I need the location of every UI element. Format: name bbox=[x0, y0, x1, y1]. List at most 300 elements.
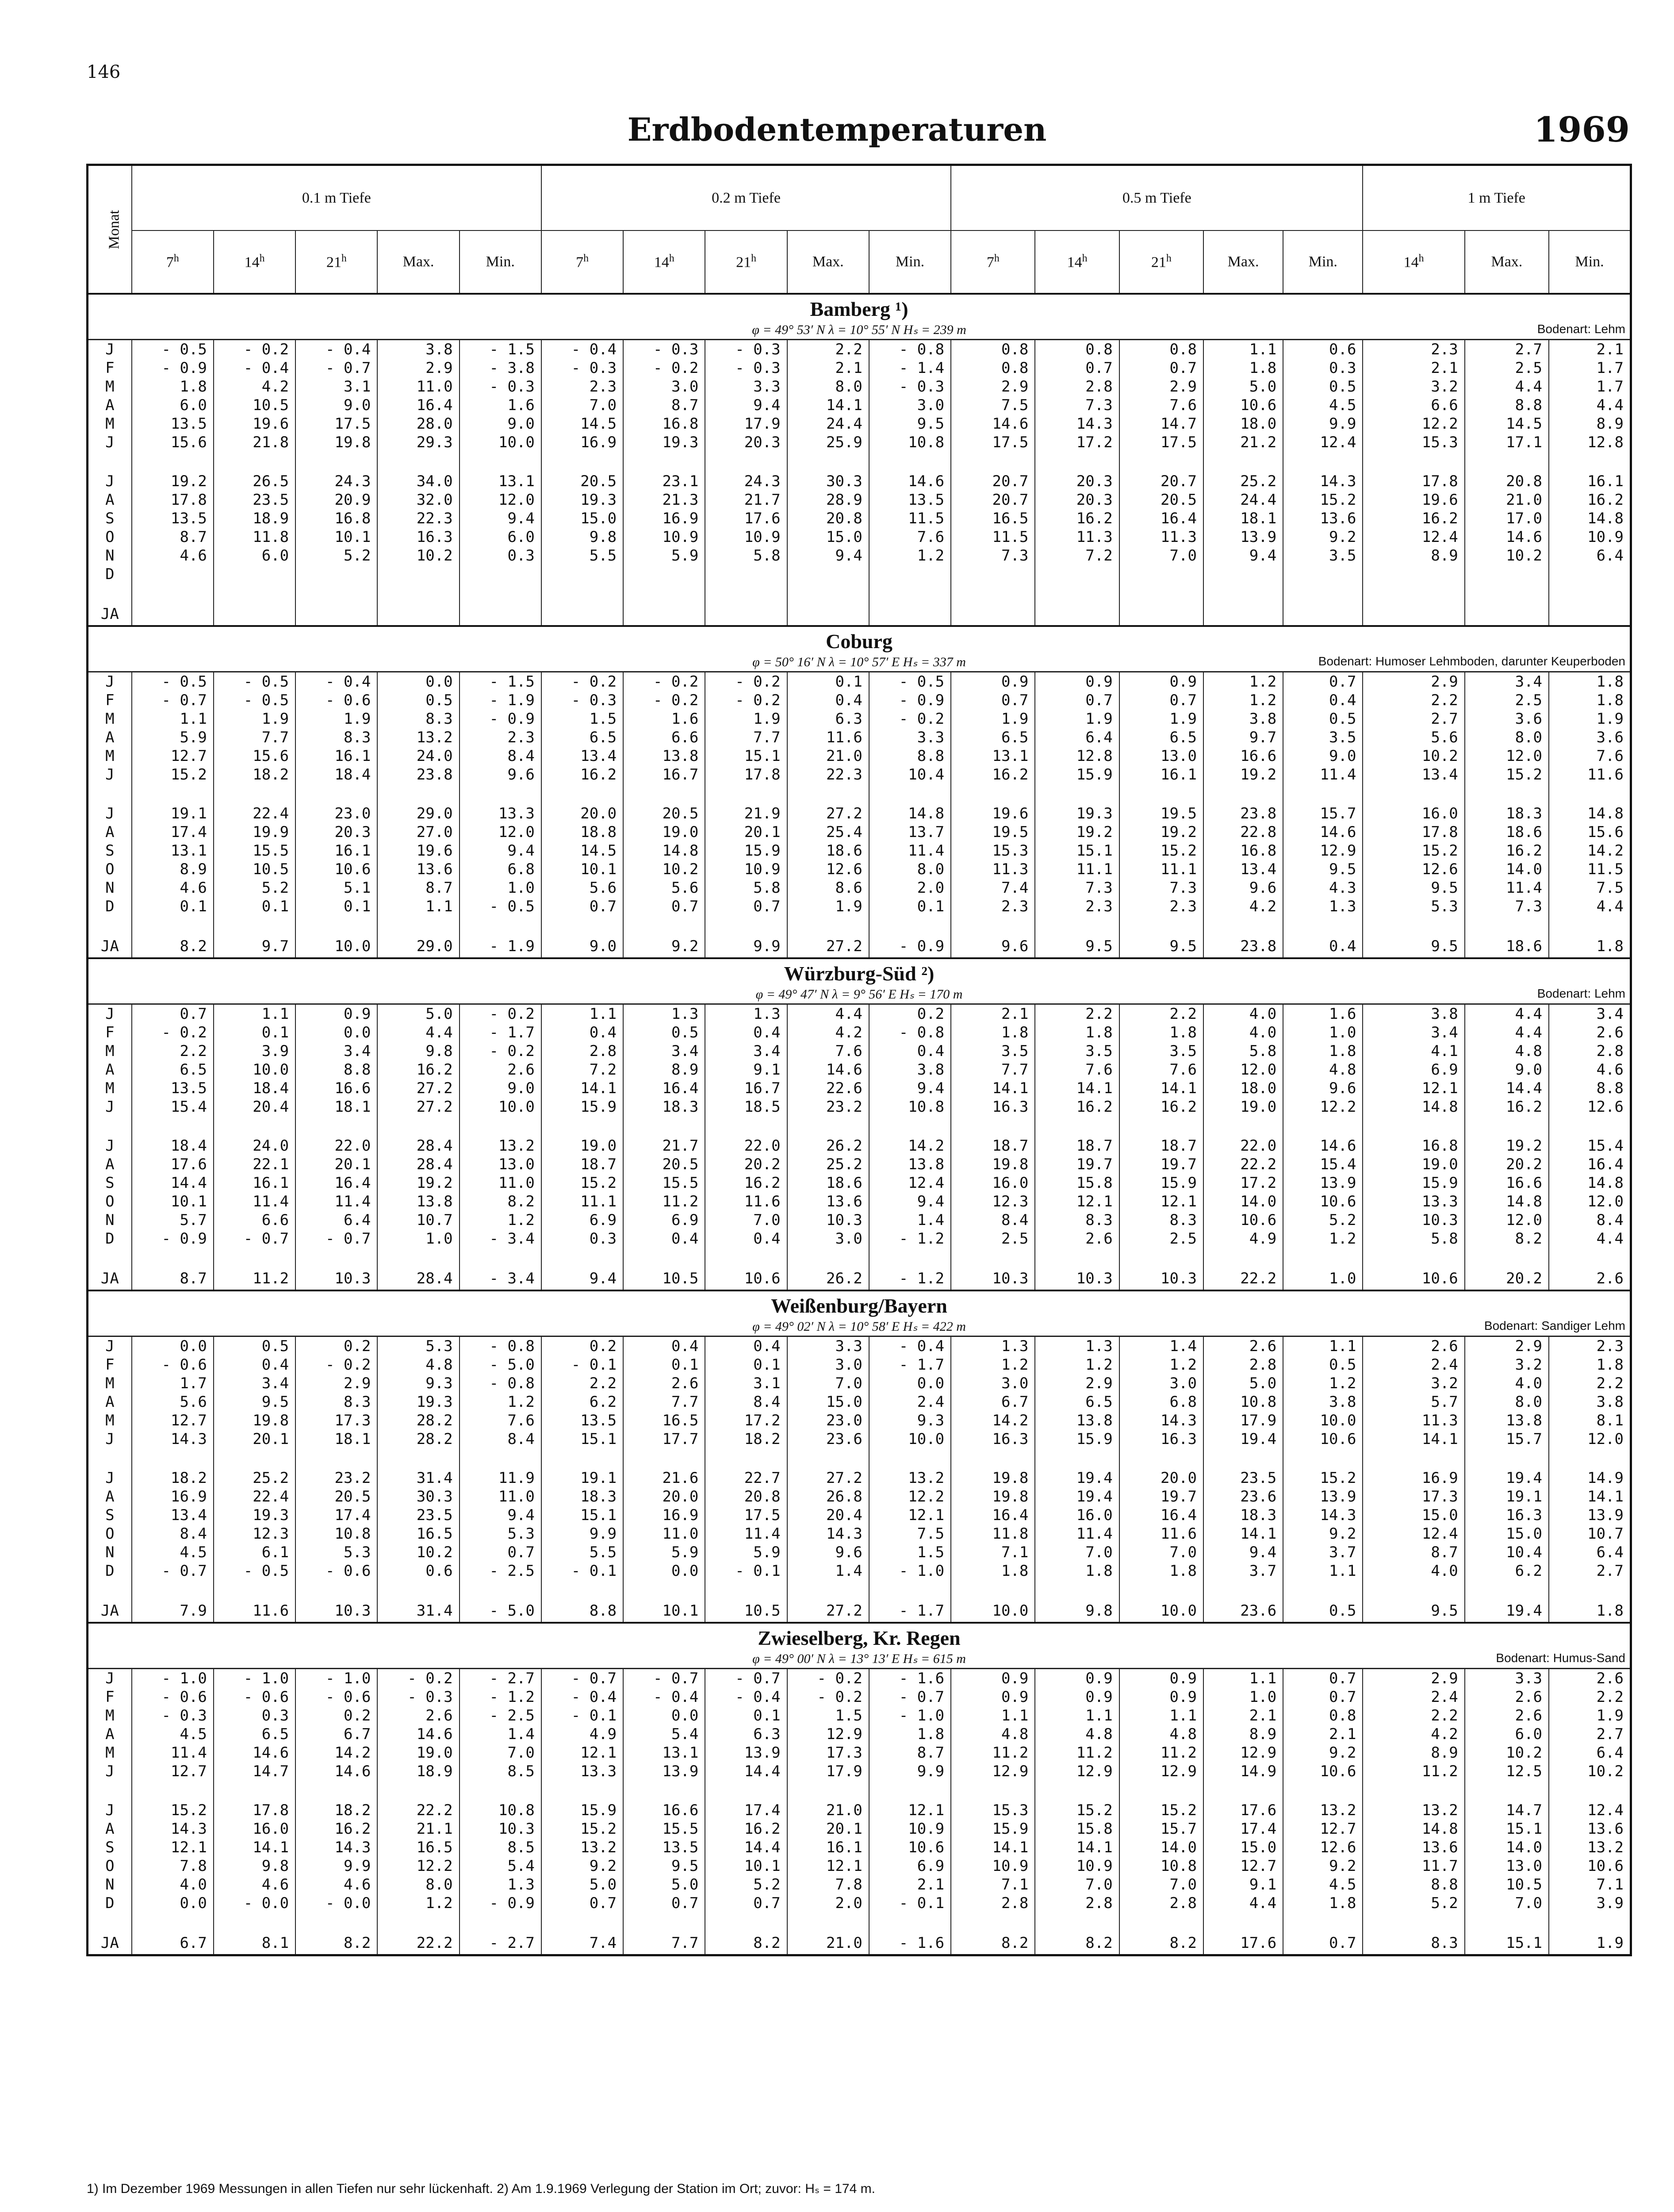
column-header: 7$^h$ bbox=[951, 230, 1035, 294]
value-cell: 7.5 bbox=[1549, 879, 1631, 897]
value-cell: 22.8 bbox=[1203, 823, 1283, 841]
value-cell: 19.5 bbox=[951, 823, 1035, 841]
value-cell: 23.8 bbox=[1203, 804, 1283, 823]
value-cell: 12.2 bbox=[869, 1487, 951, 1506]
value-cell: 7.5 bbox=[869, 1525, 951, 1543]
value-cell: 5.7 bbox=[132, 1211, 214, 1229]
page-number: 146 bbox=[87, 62, 121, 82]
value-cell: 18.0 bbox=[1203, 415, 1283, 433]
value-cell: 9.1 bbox=[1203, 1875, 1283, 1894]
value-cell: 15.2 bbox=[541, 1174, 623, 1192]
value-cell bbox=[1203, 1781, 1283, 1801]
value-cell: 26.8 bbox=[787, 1487, 869, 1506]
month-label: M bbox=[88, 1374, 132, 1393]
value-cell: 0.0 bbox=[623, 1562, 705, 1580]
month-row bbox=[88, 1894, 1631, 1912]
value-cell bbox=[295, 1580, 377, 1600]
value-cell: 15.9 bbox=[705, 841, 787, 860]
value-cell: 0.9 bbox=[951, 1669, 1035, 1688]
value-cell: 12.1 bbox=[787, 1857, 869, 1875]
value-cell: 0.3 bbox=[541, 1229, 623, 1248]
month-label: J bbox=[88, 1669, 132, 1688]
value-cell: 10.5 bbox=[623, 1267, 705, 1290]
value-cell bbox=[951, 565, 1035, 584]
value-cell: 20.8 bbox=[1465, 472, 1549, 491]
value-cell bbox=[787, 784, 869, 804]
value-cell bbox=[1035, 1781, 1119, 1801]
month-row bbox=[88, 1430, 1631, 1448]
value-cell: 12.1 bbox=[541, 1743, 623, 1762]
value-cell: 11.3 bbox=[1119, 528, 1203, 546]
column-header-row bbox=[88, 230, 1631, 294]
value-cell: 4.1 bbox=[1363, 1042, 1464, 1060]
value-cell bbox=[1283, 1781, 1363, 1801]
month-row bbox=[88, 1688, 1631, 1706]
value-cell: 11.2 bbox=[951, 1743, 1035, 1762]
value-cell: 18.7 bbox=[1035, 1137, 1119, 1155]
value-cell: 8.3 bbox=[377, 710, 459, 728]
value-cell: 13.0 bbox=[1465, 1857, 1549, 1875]
value-cell bbox=[1035, 1116, 1119, 1137]
footnote: 1) Im Dezember 1969 Messungen in allen Tiefen nur sehr lückenhaft. 2) Am 1.9.1969 Verlegung der Station im Ort; zuvor: Hₛ = 174 m. bbox=[87, 2181, 875, 2196]
value-cell: 14.6 bbox=[1465, 528, 1549, 546]
value-cell: 20.2 bbox=[1465, 1267, 1549, 1290]
value-cell: 9.9 bbox=[541, 1525, 623, 1543]
value-cell: 0.0 bbox=[295, 1023, 377, 1042]
value-cell bbox=[1203, 1116, 1283, 1137]
value-cell: 13.8 bbox=[1035, 1411, 1119, 1430]
value-cell bbox=[132, 452, 214, 472]
value-cell: 5.0 bbox=[541, 1875, 623, 1894]
month-label: F bbox=[88, 1688, 132, 1706]
value-cell: 19.8 bbox=[295, 433, 377, 452]
value-cell: 2.5 bbox=[1465, 691, 1549, 710]
value-cell: 0.9 bbox=[1119, 1669, 1203, 1688]
value-cell: 11.6 bbox=[214, 1600, 295, 1623]
value-cell: 4.8 bbox=[1119, 1725, 1203, 1743]
value-cell: 20.7 bbox=[951, 472, 1035, 491]
value-cell: - 0.6 bbox=[295, 1688, 377, 1706]
value-cell: 16.2 bbox=[541, 765, 623, 784]
value-cell bbox=[623, 1116, 705, 1137]
value-cell: - 0.5 bbox=[869, 672, 951, 691]
value-cell: 7.5 bbox=[951, 396, 1035, 415]
value-cell: 0.5 bbox=[214, 1336, 295, 1356]
value-cell: 1.5 bbox=[541, 710, 623, 728]
value-cell: 4.9 bbox=[541, 1725, 623, 1743]
value-cell bbox=[1465, 784, 1549, 804]
value-cell: - 1.9 bbox=[460, 935, 541, 958]
value-cell: 5.9 bbox=[623, 546, 705, 565]
value-cell bbox=[1119, 1248, 1203, 1267]
month-label: D bbox=[88, 1229, 132, 1248]
value-cell: 14.6 bbox=[377, 1725, 459, 1743]
value-cell: 0.3 bbox=[214, 1706, 295, 1725]
value-cell: - 0.5 bbox=[132, 340, 214, 359]
value-cell: 9.6 bbox=[1203, 879, 1283, 897]
value-cell: 14.4 bbox=[132, 1174, 214, 1192]
value-cell: - 0.9 bbox=[460, 1894, 541, 1912]
value-cell: 15.9 bbox=[1363, 1174, 1464, 1192]
value-cell: 13.2 bbox=[1283, 1801, 1363, 1820]
value-cell: 14.7 bbox=[214, 1762, 295, 1781]
value-cell: 4.8 bbox=[1035, 1725, 1119, 1743]
value-cell bbox=[1465, 584, 1549, 603]
value-cell: 10.2 bbox=[377, 1543, 459, 1562]
value-cell: 16.6 bbox=[1203, 747, 1283, 765]
value-cell: 7.3 bbox=[1035, 396, 1119, 415]
month-label: A bbox=[88, 728, 132, 747]
value-cell: 2.5 bbox=[1119, 1229, 1203, 1248]
value-cell bbox=[623, 584, 705, 603]
value-cell: 1.1 bbox=[1035, 1706, 1119, 1725]
value-cell: - 0.7 bbox=[541, 1669, 623, 1688]
value-cell: 15.2 bbox=[541, 1820, 623, 1838]
column-header: Min. bbox=[1283, 230, 1363, 294]
value-cell: 11.6 bbox=[1119, 1525, 1203, 1543]
value-cell: 10.9 bbox=[705, 860, 787, 879]
month-label: J bbox=[88, 1430, 132, 1448]
value-cell: 2.8 bbox=[951, 1894, 1035, 1912]
value-cell: 4.0 bbox=[1465, 1374, 1549, 1393]
month-row bbox=[88, 879, 1631, 897]
value-cell: 12.0 bbox=[1203, 1060, 1283, 1079]
value-cell bbox=[1549, 452, 1631, 472]
value-cell: 1.2 bbox=[1283, 1374, 1363, 1393]
value-cell bbox=[377, 1580, 459, 1600]
value-cell: 0.5 bbox=[1283, 710, 1363, 728]
value-cell: - 3.8 bbox=[460, 359, 541, 377]
value-cell: 9.1 bbox=[705, 1060, 787, 1079]
value-cell: 14.3 bbox=[132, 1820, 214, 1838]
month-label: N bbox=[88, 1543, 132, 1562]
value-cell: 9.0 bbox=[1283, 747, 1363, 765]
value-cell: 9.2 bbox=[1283, 1525, 1363, 1543]
value-cell: 15.2 bbox=[1119, 841, 1203, 860]
value-cell: 11.3 bbox=[1035, 528, 1119, 546]
value-cell: 3.0 bbox=[787, 1229, 869, 1248]
value-cell: 3.4 bbox=[295, 1042, 377, 1060]
value-cell: - 0.4 bbox=[623, 1688, 705, 1706]
value-cell: 18.4 bbox=[132, 1137, 214, 1155]
column-header: 14$^h$ bbox=[623, 230, 705, 294]
value-cell: - 5.0 bbox=[460, 1356, 541, 1374]
value-cell: 27.2 bbox=[787, 1469, 869, 1487]
value-cell: 24.3 bbox=[705, 472, 787, 491]
value-cell: 8.7 bbox=[869, 1743, 951, 1762]
value-cell: 8.1 bbox=[214, 1932, 295, 1955]
value-cell: 16.1 bbox=[295, 747, 377, 765]
value-cell: 0.1 bbox=[869, 897, 951, 916]
value-cell: 2.9 bbox=[1363, 672, 1464, 691]
value-cell bbox=[869, 916, 951, 935]
value-cell: - 0.0 bbox=[295, 1894, 377, 1912]
value-cell: 12.2 bbox=[1363, 415, 1464, 433]
value-cell: 2.7 bbox=[1465, 340, 1549, 359]
value-cell: 23.8 bbox=[377, 765, 459, 784]
value-cell: 12.2 bbox=[377, 1857, 459, 1875]
value-cell bbox=[1549, 1448, 1631, 1469]
value-cell: 7.7 bbox=[623, 1932, 705, 1955]
value-cell bbox=[377, 1116, 459, 1137]
month-row bbox=[88, 1155, 1631, 1174]
value-cell: 7.6 bbox=[1119, 1060, 1203, 1079]
month-row bbox=[88, 1706, 1631, 1725]
value-cell: 9.9 bbox=[869, 1762, 951, 1781]
value-cell: 12.1 bbox=[1035, 1192, 1119, 1211]
value-cell: 0.0 bbox=[132, 1336, 214, 1356]
month-label: J bbox=[88, 672, 132, 691]
value-cell bbox=[705, 584, 787, 603]
value-cell: - 0.4 bbox=[541, 340, 623, 359]
value-cell: - 0.1 bbox=[541, 1706, 623, 1725]
month-row bbox=[88, 565, 1631, 584]
value-cell bbox=[295, 784, 377, 804]
value-cell bbox=[787, 1248, 869, 1267]
value-cell: 1.9 bbox=[1035, 710, 1119, 728]
value-cell: 13.5 bbox=[132, 509, 214, 528]
value-cell: 9.4 bbox=[1203, 1543, 1283, 1562]
value-cell: 7.6 bbox=[1035, 1060, 1119, 1079]
value-cell: 16.0 bbox=[1035, 1506, 1119, 1525]
value-cell: 3.5 bbox=[951, 1042, 1035, 1060]
value-cell: 3.6 bbox=[1549, 728, 1631, 747]
column-header: 21$^h$ bbox=[295, 230, 377, 294]
value-cell: 8.2 bbox=[460, 1192, 541, 1211]
value-cell: 19.0 bbox=[1363, 1155, 1464, 1174]
value-cell: 23.6 bbox=[787, 1430, 869, 1448]
value-cell: 13.1 bbox=[951, 747, 1035, 765]
value-cell: 16.5 bbox=[623, 1411, 705, 1430]
value-cell: 12.4 bbox=[1363, 1525, 1464, 1543]
value-cell: 18.0 bbox=[1203, 1079, 1283, 1098]
month-label: S bbox=[88, 1506, 132, 1525]
value-cell: 9.9 bbox=[295, 1857, 377, 1875]
value-cell: 15.6 bbox=[132, 433, 214, 452]
month-label: F bbox=[88, 1023, 132, 1042]
value-cell: 7.0 bbox=[541, 396, 623, 415]
value-cell: 0.0 bbox=[869, 1374, 951, 1393]
value-cell bbox=[1119, 584, 1203, 603]
value-cell: 15.9 bbox=[1119, 1174, 1203, 1192]
value-cell: 16.9 bbox=[132, 1487, 214, 1506]
value-cell: 1.1 bbox=[377, 897, 459, 916]
value-cell: 18.4 bbox=[295, 765, 377, 784]
value-cell bbox=[787, 1580, 869, 1600]
value-cell: - 0.2 bbox=[869, 710, 951, 728]
value-cell: 0.7 bbox=[541, 897, 623, 916]
value-cell: 19.4 bbox=[1035, 1487, 1119, 1506]
value-cell: 9.4 bbox=[460, 841, 541, 860]
value-cell bbox=[132, 784, 214, 804]
value-cell: 1.1 bbox=[541, 1004, 623, 1024]
value-cell bbox=[705, 1116, 787, 1137]
value-cell: 2.1 bbox=[787, 359, 869, 377]
value-cell bbox=[1283, 603, 1363, 626]
value-cell: 6.7 bbox=[951, 1393, 1035, 1411]
value-cell: 10.6 bbox=[1283, 1430, 1363, 1448]
value-cell: 23.6 bbox=[1203, 1600, 1283, 1623]
value-cell: 9.5 bbox=[623, 1857, 705, 1875]
value-cell: 2.8 bbox=[1035, 377, 1119, 396]
value-cell: 9.3 bbox=[377, 1374, 459, 1393]
value-cell: 9.4 bbox=[705, 396, 787, 415]
value-cell: 8.9 bbox=[623, 1060, 705, 1079]
value-cell bbox=[1283, 1912, 1363, 1932]
value-cell: 25.2 bbox=[1203, 472, 1283, 491]
value-cell: 11.3 bbox=[951, 860, 1035, 879]
value-cell bbox=[1283, 1448, 1363, 1469]
value-cell: 10.1 bbox=[705, 1857, 787, 1875]
value-cell: 21.9 bbox=[705, 804, 787, 823]
value-cell: 9.0 bbox=[1465, 1060, 1549, 1079]
value-cell: 0.7 bbox=[460, 1543, 541, 1562]
month-row bbox=[88, 396, 1631, 415]
value-cell bbox=[214, 1248, 295, 1267]
value-cell: 10.2 bbox=[1465, 1743, 1549, 1762]
value-cell: 14.3 bbox=[1283, 1506, 1363, 1525]
value-cell: 0.5 bbox=[623, 1023, 705, 1042]
value-cell: 19.9 bbox=[214, 823, 295, 841]
value-cell bbox=[1363, 1912, 1464, 1932]
month-row bbox=[88, 377, 1631, 396]
value-cell: 17.6 bbox=[705, 509, 787, 528]
value-cell: 1.8 bbox=[1549, 1600, 1631, 1623]
value-cell: 3.6 bbox=[1465, 710, 1549, 728]
spacer-row bbox=[88, 1116, 1631, 1137]
value-cell bbox=[460, 784, 541, 804]
month-label: M bbox=[88, 415, 132, 433]
value-cell: 8.3 bbox=[1363, 1932, 1464, 1955]
value-cell: 16.0 bbox=[214, 1820, 295, 1838]
value-cell: 18.4 bbox=[214, 1079, 295, 1098]
month-row bbox=[88, 691, 1631, 710]
value-cell: - 0.2 bbox=[214, 340, 295, 359]
month-label: D bbox=[88, 1562, 132, 1580]
value-cell bbox=[1203, 784, 1283, 804]
value-cell bbox=[623, 565, 705, 584]
value-cell: 26.5 bbox=[214, 472, 295, 491]
value-cell: 12.8 bbox=[1549, 433, 1631, 452]
value-cell: 8.7 bbox=[377, 879, 459, 897]
value-cell: - 1.7 bbox=[460, 1023, 541, 1042]
value-cell: 15.0 bbox=[787, 1393, 869, 1411]
value-cell bbox=[460, 1116, 541, 1137]
value-cell bbox=[869, 565, 951, 584]
value-cell: 2.9 bbox=[1363, 1669, 1464, 1688]
value-cell: 10.3 bbox=[460, 1820, 541, 1838]
value-cell: 0.8 bbox=[1283, 1706, 1363, 1725]
value-cell: 11.2 bbox=[1119, 1743, 1203, 1762]
value-cell bbox=[1283, 916, 1363, 935]
value-cell: 6.3 bbox=[705, 1725, 787, 1743]
value-cell: 2.9 bbox=[1465, 1336, 1549, 1356]
value-cell: 10.9 bbox=[1549, 528, 1631, 546]
value-cell: 16.3 bbox=[951, 1098, 1035, 1116]
value-cell bbox=[541, 565, 623, 584]
value-cell bbox=[705, 1781, 787, 1801]
value-cell bbox=[1035, 452, 1119, 472]
value-cell: 11.3 bbox=[1363, 1411, 1464, 1430]
value-cell: 19.3 bbox=[377, 1393, 459, 1411]
value-cell: 11.0 bbox=[460, 1174, 541, 1192]
value-cell bbox=[1283, 1116, 1363, 1137]
spacer-row bbox=[88, 784, 1631, 804]
month-row bbox=[88, 1042, 1631, 1060]
value-cell: 8.8 bbox=[869, 747, 951, 765]
value-cell: 3.0 bbox=[1119, 1374, 1203, 1393]
value-cell: 1.9 bbox=[951, 710, 1035, 728]
value-cell: 16.2 bbox=[705, 1820, 787, 1838]
value-cell: 16.6 bbox=[623, 1801, 705, 1820]
value-cell: 9.6 bbox=[1283, 1079, 1363, 1098]
value-cell: 11.1 bbox=[1119, 860, 1203, 879]
value-cell: 14.1 bbox=[1203, 1525, 1283, 1543]
value-cell: 8.2 bbox=[1465, 1229, 1549, 1248]
value-cell: 15.3 bbox=[951, 1801, 1035, 1820]
value-cell: 22.2 bbox=[377, 1801, 459, 1820]
value-cell: 2.3 bbox=[1035, 897, 1119, 916]
value-cell: 9.5 bbox=[1035, 935, 1119, 958]
value-cell: 14.3 bbox=[295, 1838, 377, 1857]
value-cell: 12.7 bbox=[132, 747, 214, 765]
value-cell: 18.7 bbox=[1119, 1137, 1203, 1155]
value-cell: - 1.5 bbox=[460, 672, 541, 691]
value-cell: 5.0 bbox=[377, 1004, 459, 1024]
value-cell: 1.2 bbox=[1203, 672, 1283, 691]
value-cell: 0.1 bbox=[623, 1356, 705, 1374]
value-cell: 17.8 bbox=[132, 491, 214, 509]
value-cell: 22.0 bbox=[1203, 1137, 1283, 1155]
month-row bbox=[88, 1857, 1631, 1875]
value-cell: 13.5 bbox=[869, 491, 951, 509]
value-cell: 1.4 bbox=[869, 1211, 951, 1229]
month-row bbox=[88, 415, 1631, 433]
value-cell: - 0.4 bbox=[705, 1688, 787, 1706]
value-cell: 18.7 bbox=[951, 1137, 1035, 1155]
value-cell bbox=[1363, 1580, 1464, 1600]
value-cell: 1.3 bbox=[623, 1004, 705, 1024]
month-row bbox=[88, 1192, 1631, 1211]
value-cell: 7.0 bbox=[1035, 1875, 1119, 1894]
value-cell: - 0.8 bbox=[460, 1336, 541, 1356]
value-cell: 13.4 bbox=[1203, 860, 1283, 879]
value-cell bbox=[214, 784, 295, 804]
value-cell: 19.6 bbox=[951, 804, 1035, 823]
value-cell: 2.3 bbox=[1119, 897, 1203, 916]
value-cell bbox=[1035, 1448, 1119, 1469]
value-cell: 27.2 bbox=[377, 1098, 459, 1116]
value-cell: 8.0 bbox=[787, 377, 869, 396]
value-cell bbox=[951, 1448, 1035, 1469]
month-label: M bbox=[88, 377, 132, 396]
value-cell: 0.7 bbox=[132, 1004, 214, 1024]
value-cell: 5.9 bbox=[132, 728, 214, 747]
value-cell: - 0.3 bbox=[705, 340, 787, 359]
value-cell: 3.8 bbox=[1363, 1004, 1464, 1024]
value-cell: 19.8 bbox=[214, 1411, 295, 1430]
value-cell: 1.6 bbox=[460, 396, 541, 415]
value-cell: 25.2 bbox=[214, 1469, 295, 1487]
value-cell: - 1.6 bbox=[869, 1932, 951, 1955]
value-cell: 2.6 bbox=[1549, 1669, 1631, 1688]
value-cell: 0.4 bbox=[705, 1023, 787, 1042]
value-cell: 5.6 bbox=[623, 879, 705, 897]
value-cell: 18.2 bbox=[705, 1430, 787, 1448]
column-header: 14$^h$ bbox=[214, 230, 295, 294]
value-cell: - 0.4 bbox=[295, 340, 377, 359]
value-cell bbox=[132, 1912, 214, 1932]
